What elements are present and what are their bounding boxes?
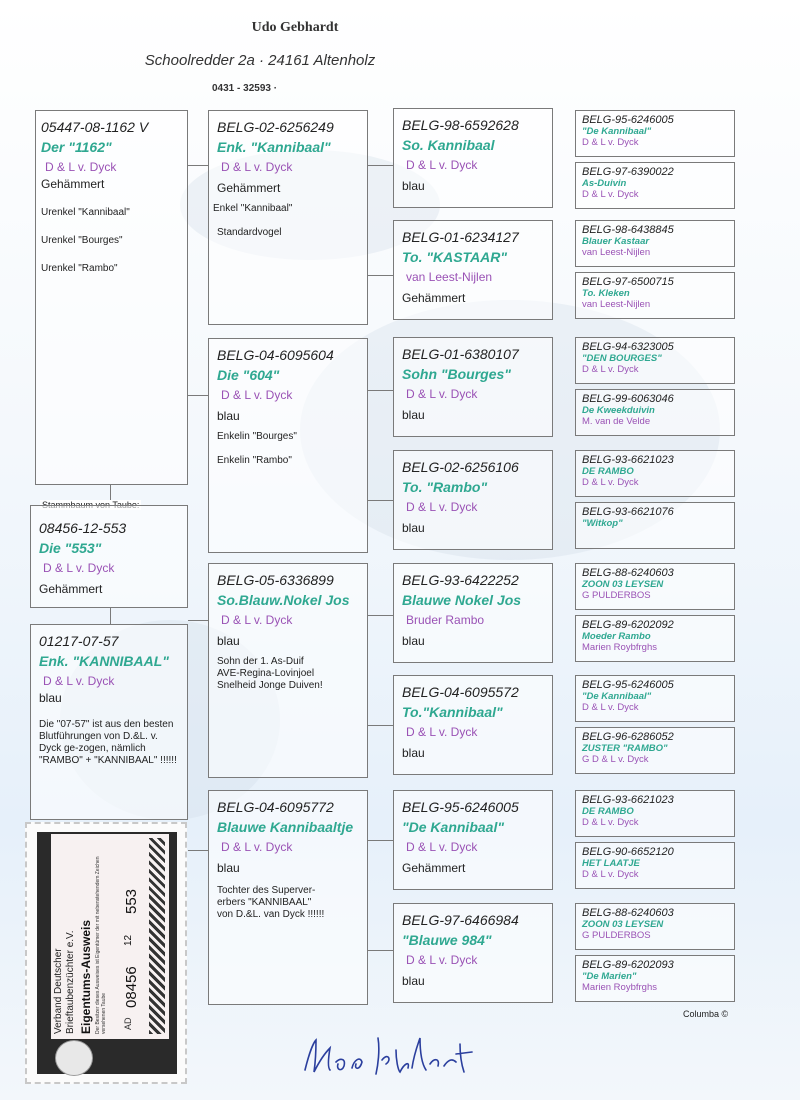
pedigree-grandparent-card	[208, 110, 368, 325]
ring-number: BELG-97-6500715	[582, 276, 674, 288]
ring-number: 01217-07-57	[39, 633, 119, 649]
owner-phone: 0431 - 32593 ·	[212, 83, 278, 94]
pigeon-name: Die "604"	[217, 367, 280, 383]
pigeon-color: blau	[402, 521, 425, 535]
breeder-name: D & L v. Dyck	[582, 817, 639, 828]
pedigree-great-grandparent-card	[393, 450, 553, 550]
pigeon-name: "De Kannibaal"	[582, 691, 652, 702]
pedigree-note: Snelheid Jonge Duiven!	[217, 680, 323, 691]
pigeon-name: ZUSTER "RAMBO"	[582, 743, 668, 754]
pigeon-name: HET LAATJE	[582, 858, 640, 869]
pedigree-note: erbers "KANNIBAAL"	[217, 897, 312, 908]
breeder-name: D & L v. Dyck	[582, 189, 639, 200]
pedigree-ancestor-card	[575, 110, 735, 157]
ring-number: BELG-98-6592628	[402, 117, 519, 133]
breeder-name: G PULDERBOS	[582, 930, 651, 941]
ring-number: BELG-94-6323005	[582, 341, 674, 353]
pedigree-note: von D.&L. van Dyck !!!!!!	[217, 909, 325, 920]
pigeon-name: "De Kannibaal"	[402, 819, 504, 835]
pigeon-name: To. "KASTAAR"	[402, 249, 508, 265]
pedigree-note: Urenkel "Bourges"	[41, 235, 123, 246]
ring-number: BELG-90-6652120	[582, 846, 674, 858]
ring-number: BELG-93-6621023	[582, 794, 674, 806]
breeder-name: D & L v. Dyck	[406, 500, 478, 514]
pigeon-color: blau	[402, 408, 425, 422]
breeder-name: D & L v. Dyck	[406, 387, 478, 401]
pigeon-color: Gehämmert	[402, 861, 466, 875]
pigeon-color: blau	[217, 634, 240, 648]
pedigree-ancestor-card	[575, 220, 735, 267]
ring-number: BELG-04-6095604	[217, 347, 334, 363]
ownership-card-title: Eigentums-Ausweis	[79, 919, 93, 1034]
pedigree-great-grandparent-card	[393, 108, 553, 208]
ownership-card-org: Verband Deutscher	[53, 948, 64, 1034]
ring-number: BELG-02-6256249	[217, 119, 334, 135]
ring-number: BELG-88-6240603	[582, 907, 674, 919]
ring-number: BELG-93-6422252	[402, 572, 519, 588]
breeder-name: Marien Roybfrghs	[582, 982, 657, 993]
breeder-name: D & L v. Dyck	[43, 674, 115, 688]
pedigree-ancestor-card	[575, 272, 735, 319]
ring-number: BELG-93-6621023	[582, 454, 674, 466]
ring-number: BELG-96-6286052	[582, 731, 674, 743]
pigeon-color: blau	[402, 634, 425, 648]
pedigree-ancestor-card	[575, 389, 735, 436]
pedigree-sire-card	[30, 505, 188, 608]
ring-number: BELG-04-6095572	[402, 684, 519, 700]
pedigree-great-grandparent-card	[393, 675, 553, 775]
pedigree-note: Urenkel "Kannibaal"	[41, 207, 130, 218]
breeder-name: van Leest-Nijlen	[582, 247, 651, 258]
pigeon-name: "Blauwe 984"	[402, 932, 492, 948]
pedigree-dam-card	[30, 624, 188, 820]
ring-number: BELG-95-6246005	[402, 799, 519, 815]
breeder-name: Bruder Rambo	[406, 613, 485, 627]
pigeon-color: Gehämmert	[217, 181, 281, 195]
ring-number: BELG-05-6336899	[217, 572, 334, 588]
pedigree-ancestor-card	[575, 790, 735, 837]
ownership-card-pattern	[149, 838, 165, 1034]
breeder-name: D & L v. Dyck	[406, 725, 478, 739]
ring-number: BELG-97-6466984	[402, 912, 519, 928]
pigeon-name: ZOON 03 LEYSEN	[582, 919, 664, 930]
pedigree-great-grandparent-card	[393, 903, 553, 1003]
pedigree-grandparent-card	[208, 790, 368, 1005]
ring-number: BELG-93-6621076	[582, 506, 674, 518]
connector-line	[368, 500, 393, 501]
pigeon-name: ZOON 03 LEYSEN	[582, 579, 664, 590]
pedigree-ancestor-card	[575, 162, 735, 209]
pedigree-ancestor-card	[575, 903, 735, 950]
connector-line	[188, 620, 208, 621]
pigeon-name: To."Kannibaal"	[402, 704, 503, 720]
breeder-name: M. van de Velde	[582, 416, 651, 427]
pigeon-color: blau	[217, 861, 240, 875]
pedigree-great-grandparent-card	[393, 790, 553, 890]
pedigree-great-grandparent-card	[393, 563, 553, 663]
ownership-card-ring-number: 553	[123, 888, 140, 914]
pigeon-name: Blauwe Kannibaaltje	[217, 819, 354, 835]
pigeon-name: Sohn "Bourges"	[402, 366, 511, 382]
ring-number: BELG-97-6390022	[582, 166, 674, 178]
connector-line	[368, 390, 393, 391]
pigeon-name: "De Kannibaal"	[582, 126, 652, 137]
pigeon-name: Moeder Rambo	[582, 631, 651, 642]
columba-credit: Columba ©	[683, 1009, 729, 1019]
pigeon-color: Gehämmert	[402, 291, 466, 305]
pigeon-name: Enk. "Kannibaal"	[217, 139, 331, 155]
pigeon-name: Blauer Kastaar	[582, 236, 650, 247]
pedigree-subject-card	[35, 110, 188, 485]
breeder-name: D & L v. Dyck	[406, 840, 478, 854]
connector-line	[110, 608, 111, 624]
pigeon-name: Enk. "KANNIBAAL"	[39, 653, 169, 669]
breeder-name: van Leest-Nijlen	[582, 299, 651, 310]
breeder-name: G D & L v. Dyck	[582, 754, 649, 765]
connector-line	[368, 950, 393, 951]
pigeon-name: DE RAMBO	[582, 806, 634, 817]
ring-number: BELG-99-6063046	[582, 393, 674, 405]
pigeon-name: DE RAMBO	[582, 466, 634, 477]
ownership-card-fine-print: Der Besitzer dieses Ausweises ist Eigentümer der mit nebenstehendem Zeichen versehenen Taube	[95, 856, 107, 1034]
pedigree-ancestor-card	[575, 450, 735, 497]
pedigree-note: Standardvogel	[217, 227, 282, 238]
ring-number: BELG-01-6234127	[402, 229, 519, 245]
breeder-name: D & L v. Dyck	[221, 840, 293, 854]
pigeon-color: blau	[39, 691, 62, 705]
pedigree-ancestor-card	[575, 727, 735, 774]
pedigree-note: Die "07-57" ist aus den besten Blutführungen von D.&L. v. Dyck ge-zogen, nämlich "RAMBO" + "KANNIBAAL" !!!!!!	[39, 719, 177, 766]
pedigree-note: Enkelin "Rambo"	[217, 455, 292, 466]
connector-line	[368, 165, 393, 166]
breeder-name: D & L v. Dyck	[406, 158, 478, 172]
pigeon-name: "DEN BOURGES"	[582, 353, 662, 364]
pigeon-name: Die "553"	[39, 540, 102, 556]
pigeon-name: Blauwe Nokel Jos	[402, 592, 522, 608]
ownership-card-org: Brieftaubenzüchter e.V.	[65, 930, 76, 1034]
connector-line	[188, 850, 208, 851]
pedigree-great-grandparent-card	[393, 337, 553, 437]
pedigree-note: Urenkel "Rambo"	[41, 263, 118, 274]
breeder-name: D & L v. Dyck	[221, 388, 293, 402]
pigeon-emblem-icon	[55, 1040, 93, 1076]
connector-line	[368, 275, 393, 276]
breeder-name: D & L v. Dyck	[582, 869, 639, 880]
pedigree-ancestor-card	[575, 955, 735, 1002]
connector-line	[368, 725, 393, 726]
breeder-name: D & L v. Dyck	[43, 561, 115, 575]
pedigree-ancestor-card	[575, 615, 735, 662]
pigeon-name: "De Marien"	[582, 971, 637, 982]
ring-number: BELG-95-6246005	[582, 679, 674, 691]
ownership-card-ring-country: 08456	[123, 966, 140, 1008]
pedigree-ancestor-card	[575, 502, 735, 549]
connector-line	[368, 840, 393, 841]
pigeon-color: blau	[402, 974, 425, 988]
pedigree-note: AVE-Regina-Lovinjoel	[217, 668, 315, 679]
connector-line	[188, 165, 208, 166]
pedigree-note: Enkel "Kannibaal"	[213, 203, 293, 214]
pedigree-note: Sohn der 1. As-Duif	[217, 656, 304, 667]
pigeon-name: "Witkop"	[582, 518, 623, 529]
ownership-card-inner	[51, 834, 169, 1039]
pigeon-name: Der "1162"	[41, 139, 112, 155]
owner-address: Schoolredder 2a · 24161 Altenholz	[144, 52, 376, 69]
pigeon-color: blau	[402, 746, 425, 760]
pedigree-ancestor-card	[575, 675, 735, 722]
pigeon-name: To. "Rambo"	[402, 479, 488, 495]
ring-number: 08456-12-553	[39, 520, 127, 536]
pigeon-name: So. Kannibaal	[402, 137, 495, 153]
ring-number: BELG-98-6438845	[582, 224, 674, 236]
ownership-card	[25, 822, 187, 1084]
breeder-name: D & L v. Dyck	[582, 702, 639, 713]
pedigree-ancestor-card	[575, 563, 735, 610]
breeder-name: D & L v. Dyck	[406, 953, 478, 967]
connector-line	[188, 395, 208, 396]
pigeon-color: Gehämmert	[41, 177, 105, 191]
pedigree-note: Tochter des Superver-	[217, 885, 316, 896]
ring-number: BELG-89-6202092	[582, 619, 674, 631]
ring-number: BELG-95-6246005	[582, 114, 674, 126]
ring-number: BELG-02-6256106	[402, 459, 519, 475]
pigeon-color: blau	[217, 409, 240, 423]
ring-number: BELG-88-6240603	[582, 567, 674, 579]
ring-number: BELG-01-6380107	[402, 346, 519, 362]
ring-number: 05447-08-1162 V	[41, 119, 149, 135]
breeder-name: D & L v. Dyck	[582, 137, 639, 148]
ownership-card-ring-year: 12	[123, 934, 134, 946]
pedigree-ancestor-card	[575, 842, 735, 889]
breeder-name: G PULDERBOS	[582, 590, 651, 601]
pigeon-color: blau	[402, 179, 425, 193]
breeder-name: D & L v. Dyck	[45, 160, 117, 174]
pigeon-name: As-Duivin	[582, 178, 627, 189]
owner-name: Udo Gebhardt	[251, 20, 339, 35]
signature-drawing	[300, 1030, 490, 1080]
breeder-name: D & L v. Dyck	[221, 613, 293, 627]
pedigree-note: Enkelin "Bourges"	[217, 431, 297, 442]
ring-number: BELG-04-6095772	[217, 799, 334, 815]
pigeon-color: Gehämmert	[39, 582, 103, 596]
breeder-name: D & L v. Dyck	[582, 477, 639, 488]
pedigree-grandparent-card	[208, 563, 368, 778]
breeder-name: Marien Roybfrghs	[582, 642, 657, 653]
connector-line	[368, 615, 393, 616]
pigeon-name: To. Kleken	[582, 288, 630, 299]
signature	[300, 1030, 490, 1085]
breeder-name: D & L v. Dyck	[582, 364, 639, 375]
pedigree-great-grandparent-card	[393, 220, 553, 320]
pigeon-name: De Kweekduivin	[582, 405, 655, 416]
pedigree-ancestor-card	[575, 337, 735, 384]
breeder-name: D & L v. Dyck	[221, 160, 293, 174]
pedigree-grandparent-card	[208, 338, 368, 553]
pigeon-name: So.Blauw.Nokel Jos	[217, 592, 350, 608]
breeder-name: van Leest-Nijlen	[406, 270, 493, 284]
ownership-card-ring-prefix: AD	[123, 1017, 133, 1030]
ring-number: BELG-89-6202093	[582, 959, 674, 971]
